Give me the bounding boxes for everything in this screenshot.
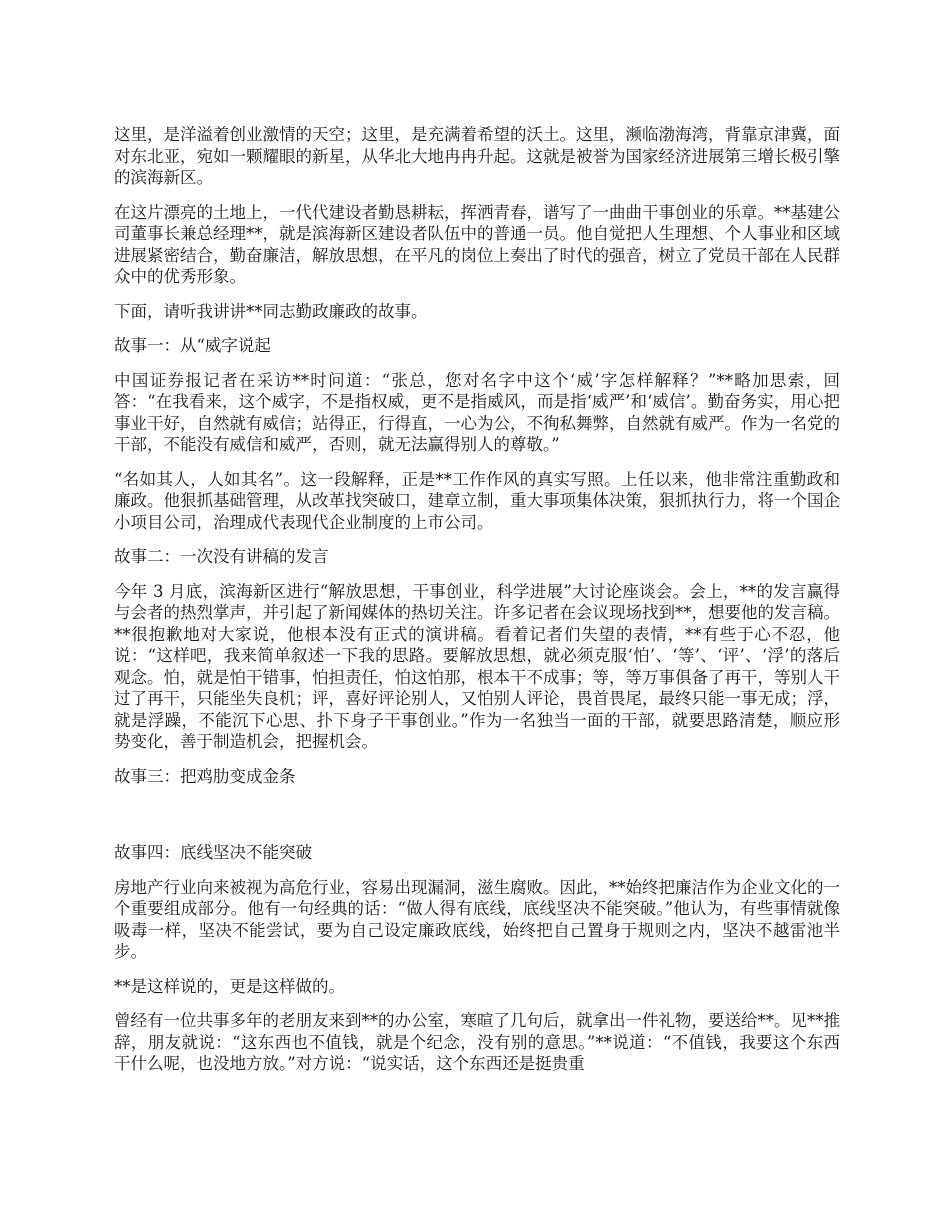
story-four-paragraph-2: **是这样说的，更是这样做的。 [114, 976, 345, 996]
document-body [114, 124, 840, 1088]
story-three-heading: 故事三：把鸡肋变成金条 [114, 766, 296, 786]
blank-gap [114, 800, 840, 842]
transition-line: 下面，请听我讲讲**同志勤政廉政的故事。 [114, 301, 428, 321]
story-two-paragraph: 今年 3 月底，滨海新区进行“解放思想，干事创业，科学进展”大讨论座谈会。会上，**的发言赢得与会者的热烈掌声，并引起了新闻媒体的热切关注。许多记者在会议现场找到**，想要他的发言稿。**很抱歉地对大家说，他根本没有正式的演讲稿。看着记者们失望的表情，**有些于心不忍，他说：“这样吧，我来简单叙述一下我的思路。要解放思想，就必须克服‘怕’、‘等’、‘评’、‘浮’的落后观念。怕，就是怕干错事，怕担责任，怕这怕那，根本干不成事；等，等万事俱备了再干，等别人干过了再干，只能坐失良机；评，喜好评论别人，又怕别人评论，畏首畏尾，最终只能一事无成；浮，就是浮躁，不能沉下心思、扑下身子干事创业。”作为一名独当一面的干部，就要思路清楚，顺应形势变化，善于制造机会，把握机会。 [114, 581, 840, 751]
story-one-heading: 故事一：从“威字说起 [114, 336, 271, 355]
story-four-paragraph-1: 房地产行业向来被视为高危行业，容易出现漏洞，滋生腐败。因此，**始终把廉洁作为企业文化的一个重要组成部分。他有一句经典的话：“做人得有底线，底线坚决不能突破。”他认为，有些事情就像吸毒一样，坚决不能尝试，要为自己设定廉政底线，始终把自己置身于规则之内，坚决不越雷池半步。 [114, 877, 840, 961]
story-one-paragraph-1: 中国证券报记者在采访**时问道：“张总，您对名字中这个‘威’字怎样解释？”**略加思索，回答：“在我看来，这个威字，不是指权威，更不是指威风，而是指‘威严’和‘威信’。勤奋务实，用心把事业干好，自然就有威信；站得正，行得直，一心为公，不徇私舞弊，自然就有威严。作为一名党的干部，不能没有威信和威严，否则，就无法赢得别人的尊敬。” [114, 370, 840, 454]
story-one-paragraph-2: “名如其人，人如其名”。这一段解释，正是**工作作风的真实写照。上任以来，他非常注重勤政和廉政。他狠抓基础管理，从改革找突破口，建章立制，重大事项集体决策，狠抓执行力，将一个国企小项目公司，治理成代表现代企业制度的上市公司。 [114, 469, 840, 532]
intro-paragraph: 这里，是洋溢着创业激情的天空；这里，是充满着希望的沃土。这里，濒临渤海湾，背靠京津冀，面对东北亚，宛如一颗耀眼的新星，从华北大地冉冉升起。这就是被誉为国家经济进展第三增长极引擎的滨海新区。 [114, 125, 840, 187]
story-four-heading: 故事四：底线坚决不能突破 [114, 843, 312, 862]
profile-paragraph: 在这片漂亮的土地上，一代代建设者勤恳耕耘，挥洒青春，谱写了一曲曲干事创业的乐章。**基建公司董事长兼总经理**，就是滨海新区建设者队伍中的普通一员。他自觉把人生理想、个人事业和区域进展紧密结合，勤奋廉洁，解放思想，在平凡的岗位上奏出了时代的强音，树立了党员干部在人民群众中的优秀形象。 [114, 202, 840, 286]
story-two-heading: 故事二：一次没有讲稿的发言 [114, 547, 329, 566]
story-four-paragraph-3: 曾经有一位共事多年的老朋友来到**的办公室，寒暄了几句后，就拿出一件礼物，要送给**。见**推辞，朋友就说：“这东西也不值钱，就是个纪念，没有别的意思。”**说道：“不值钱，我要这个东西干什么呢，也没地方放。”对方说：“说实话，这个东西还是挺贵重 [114, 1011, 840, 1073]
